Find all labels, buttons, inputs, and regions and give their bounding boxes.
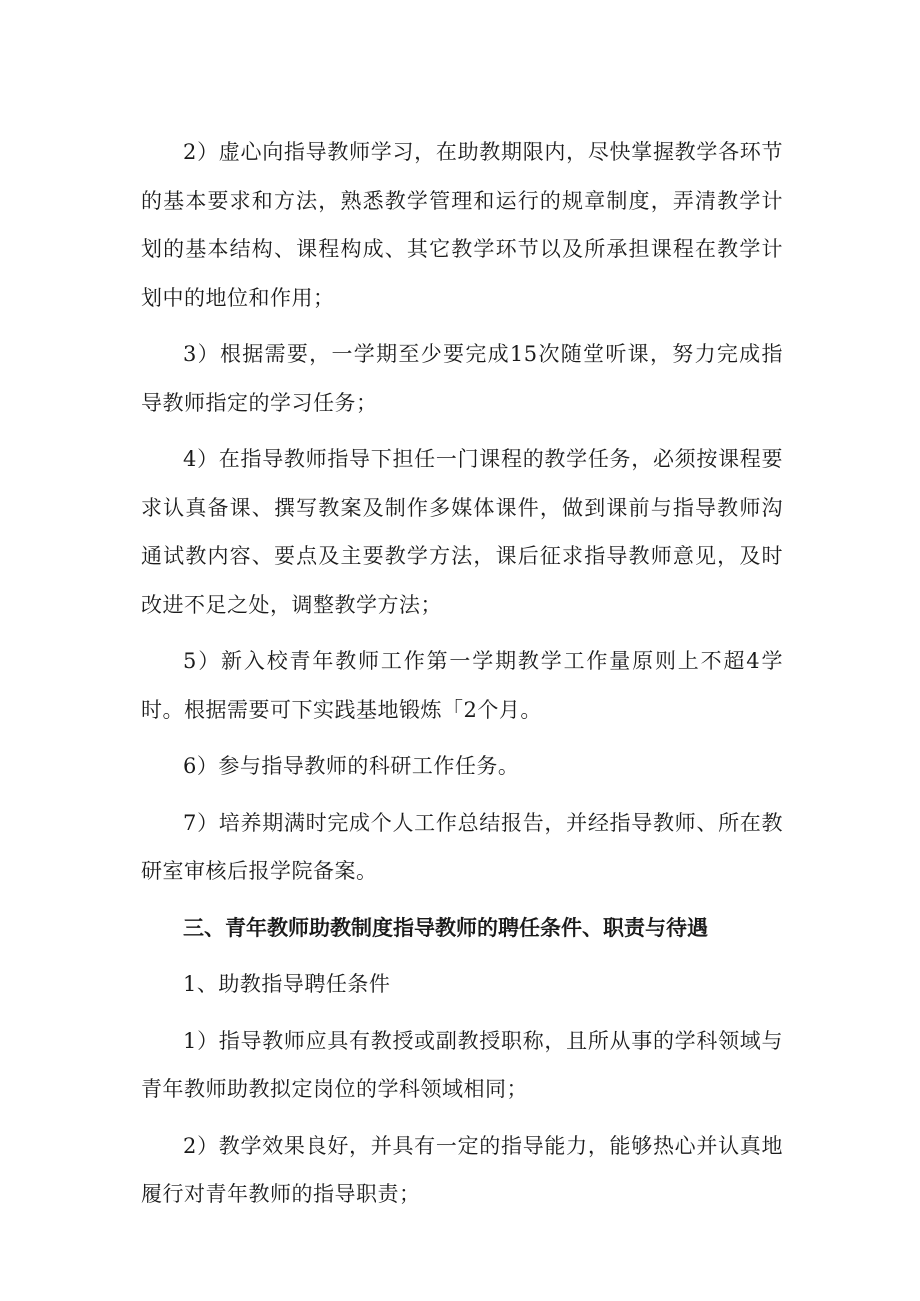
paragraph-item-2: 2）虚心向指导教师学习，在助教期限内，尽快掌握教学各环节的基本要求和方法，熟悉教学管理和运行的规章制度，弄清教学计划的基本结构、课程构成、其它教学环节以及所承担课程在教学计划中的地位和作用； xyxy=(141,140,783,310)
paragraph-item-5: 5）新入校青年教师工作第一学期教学工作量原则上不超4学时。根据需要可下实践基地锻炼「2个月。 xyxy=(141,649,783,722)
paragraph-item-6: 6）参与指导教师的科研工作任务。 xyxy=(183,754,520,778)
document-body xyxy=(141,128,783,1227)
paragraph-item-3: 3）根据需要，一学期至少要完成15次随堂听课，努力完成指导教师指定的学习任务； xyxy=(141,342,783,415)
section-heading: 三、青年教师助教制度指导教师的聘任条件、职责与待遇 xyxy=(183,915,708,940)
condition-item-1: 1）指导教师应具有教授或副教授职称，且所从事的学科领域与青年教师助教拟定岗位的学科领域相同； xyxy=(141,1028,783,1101)
condition-item-2: 2）教学效果良好，并具有一定的指导能力，能够热心并认真地履行对青年教师的指导职责； xyxy=(141,1133,783,1206)
subsection-heading: 1、助教指导聘任条件 xyxy=(183,972,391,996)
paragraph-item-7: 7）培养期满时完成个人工作总结报告，并经指导教师、所在教研室审核后报学院备案。 xyxy=(141,810,783,883)
paragraph-item-4: 4）在指导教师指导下担任一门课程的教学任务，必须按课程要求认真备课、撰写教案及制作多媒体课件，做到课前与指导教师沟通试教内容、要点及主要教学方法，课后征求指导教师意见，及时改进不足之处，调整教学方法； xyxy=(141,447,783,617)
